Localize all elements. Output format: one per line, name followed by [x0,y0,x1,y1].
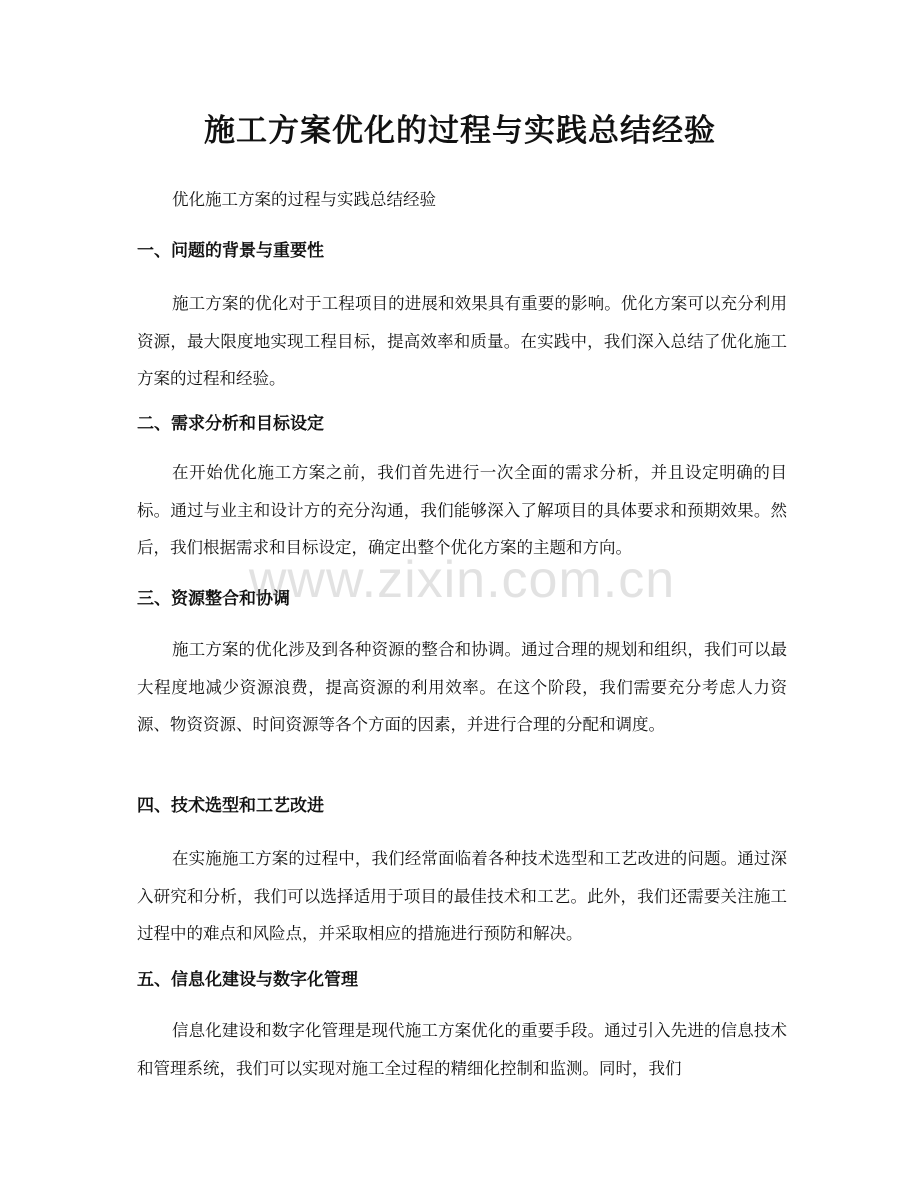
section-body-3: 施工方案的优化涉及到各种资源的整合和协调。通过合理的规划和组织，我们可以最大程度地减少资源浪费，提高资源的利用效率。在这个阶段，我们需要充分考虑人力资源、物资资源、时间资源等各个方面的因素，并进行合理的分配和调度。 [137,640,787,734]
section-body-4: 在实施施工方案的过程中，我们经常面临着各种技术选型和工艺改进的问题。通过深入研究和分析，我们可以选择适用于项目的最佳技术和工艺。此外，我们还需要关注施工过程中的难点和风险点，并采取相应的措施进行预防和解决。 [137,849,787,943]
section-body-1: 施工方案的优化对于工程项目的进展和效果具有重要的影响。优化方案可以充分利用资源，最大限度地实现工程目标，提高效率和质量。在实践中，我们深入总结了优化施工方案的过程和经验。 [137,294,787,388]
document-subtitle: 优化施工方案的过程与实践总结经验 [172,190,436,209]
section-heading-3: 三、资源整合和协调 [137,589,290,609]
document-title: 施工方案优化的过程与实践总结经验 [204,113,716,149]
section-body-2: 在开始优化施工方案之前，我们首先进行一次全面的需求分析，并且设定明确的目标。通过与业主和设计方的充分沟通，我们能够深入了解项目的具体要求和预期效果。然后，我们根据需求和目标设定，确定出整个优化方案的主题和方向。 [137,463,787,557]
section-body-5: 信息化建设和数字化管理是现代施工方案优化的重要手段。通过引入先进的信息技术和管理系统，我们可以实现对施工全过程的精细化控制和监测。同时，我们 [137,1021,787,1078]
watermark-text: www.zixin.com.cn [248,551,676,609]
section-heading-1: 一、问题的背景与重要性 [137,241,324,261]
section-heading-2: 二、需求分析和目标设定 [137,414,324,434]
section-heading-5: 五、信息化建设与数字化管理 [137,970,358,990]
section-heading-4: 四、技术选型和工艺改进 [137,796,324,816]
